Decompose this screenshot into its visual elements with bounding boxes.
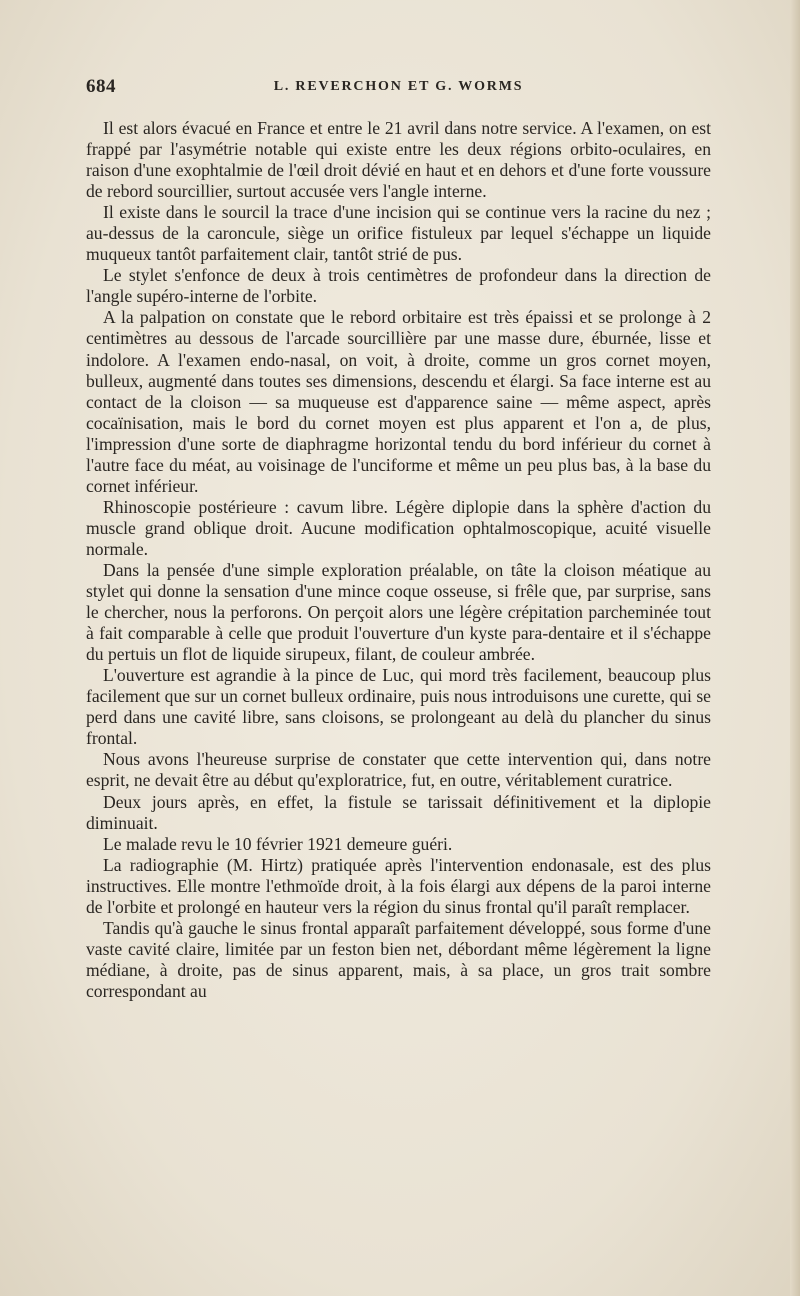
paragraph: Le stylet s'enfonce de deux à trois centimètres de profondeur dans la direction de l'angle supéro-interne de l'orbite. (86, 265, 711, 307)
page-edge (790, 0, 800, 1296)
running-title: L. REVERCHON ET G. WORMS (273, 79, 524, 94)
paragraph: L'ouverture est agrandie à la pince de Luc, qui mord très facilement, beaucoup plus facilement que sur un cornet bulleux ordinaire, puis nous introduisons une curette, qui se perd dans une cavité libre, sans cloisons, se prolongeant au delà du plancher du sinus frontal. (86, 665, 711, 749)
paragraph: La radiographie (M. Hirtz) pratiquée après l'intervention endonasale, est des plus instructives. Elle montre l'ethmoïde droit, à la fois élargi aux dépens de la paroi interne de l'orbite et prolongé en hauteur vers la région du sinus frontal qu'il paraît remplacer. (86, 854, 711, 917)
paragraph: Le malade revu le 10 février 1921 demeure guéri. (103, 833, 453, 854)
paragraph: Il est alors évacué en France et entre le 21 avril dans notre service. A l'examen, on est frappé par l'asymétrie notable qui existe entre les deux régions orbito-oculaires, en raison d'une exophtalmie de l'œil droit dévié en haut et en dehors et d'une forte voussure de rebord sourcillier, surtout accusée vers l'angle interne. (86, 118, 711, 202)
paragraph: A la palpation on constate que le rebord orbitaire est très épaissi et se prolonge à 2 centimètres au dessous de l'arcade sourcillière par une masse dure, éburnée, lisse et indolore. A l'examen endo-nasal, on voit, à droite, comme un gros cornet moyen, bulleux, augmenté dans toutes ses dimensions, descendu et élargi. Sa face interne est au contact de la cloison — sa muqueuse est d'apparence saine — même aspect, après cocaïnisation, mais le bord du cornet moyen est plus apparent et l'on a, de plus, l'impression d'une sorte de diaphragme horizontal tendu du bord inférieur du cornet à l'autre face du méat, au voisinage de l'unciforme et même un peu plus bas, à la base du cornet inférieur. (86, 307, 711, 496)
body-text (86, 118, 711, 1002)
paragraph: Nous avons l'heureuse surprise de constater que cette intervention qui, dans notre esprit, ne devait être au début qu'exploratrice, fut, en outre, véritablement curatrice. (86, 749, 711, 791)
paragraph: Tandis qu'à gauche le sinus frontal apparaît parfaitement développé, sous forme d'une vaste cavité claire, limitée par un feston bien net, débordant même légèrement la ligne médiane, à droite, pas de sinus apparent, mais, à sa place, un gros trait sombre correspondant au (86, 917, 711, 1001)
paragraph: Rhinoscopie postérieure : cavum libre. Légère diplopie dans la sphère d'action du muscle grand oblique droit. Aucune modification ophtalmoscopique, acuité visuelle normale. (86, 496, 711, 559)
paragraph: Dans la pensée d'une simple exploration préalable, on tâte la cloison méatique au stylet qui donne la sensation d'une mince coque osseuse, si frêle que, par surprise, sans le chercher, nous la perforons. On perçoit alors une légère crépitation parcheminée tout à fait comparable à celle que produit l'ouverture d'un kyste para-dentaire et il s'échappe du pertuis un flot de liquide sirupeux, filant, de couleur ambrée. (86, 559, 711, 665)
paragraph: Il existe dans le sourcil la trace d'une incision qui se continue vers la racine du nez ; au-dessus de la caroncule, siège un orifice fistuleux par lequel s'échappe un liquide muqueux tantôt parfaitement clair, tantôt strié de pus. (86, 202, 711, 265)
page-header (86, 76, 711, 106)
page-number: 684 (86, 76, 116, 97)
paragraph: Deux jours après, en effet, la fistule se tarissait définitivement et la diplopie diminuait. (86, 791, 711, 833)
